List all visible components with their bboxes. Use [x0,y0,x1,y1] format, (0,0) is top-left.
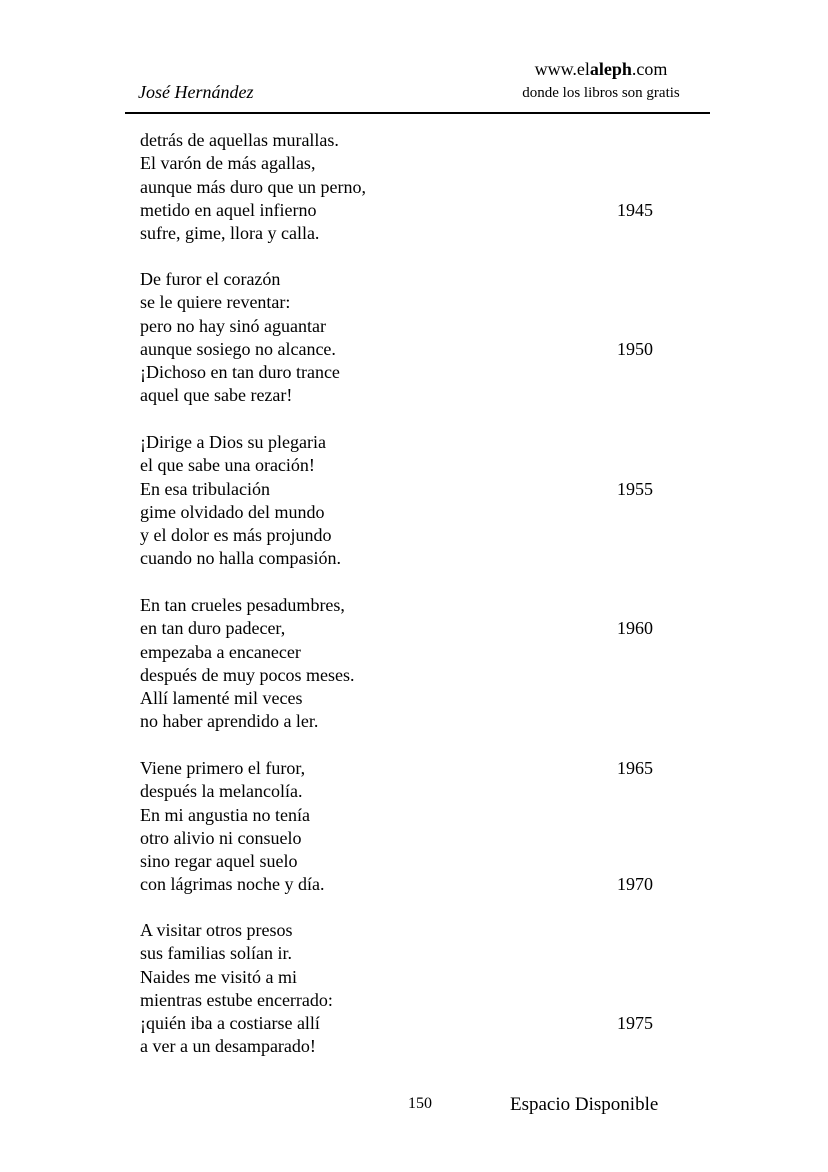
verse-text: En esa tribulación [140,478,270,499]
verse-line [140,384,670,407]
verse-text: ¡Dirige a Dios su plegaria [140,432,326,452]
verse-line [140,199,670,222]
verse-text: sino regar aquel suelo [140,851,298,872]
verse-text: Allí lamenté mil veces [140,688,303,709]
stanza [140,268,670,408]
verse-text: después la melancolía. [140,781,303,802]
verse-line [140,524,670,547]
verse-text: cuando no halla compasión. [140,548,341,569]
verse-line [140,850,670,873]
stanza [140,757,670,897]
verse-text: mientras estube encerrado: [140,989,333,1010]
line-number: 1975 [617,1013,653,1034]
verse-line [140,641,670,664]
verse-text: En mi angustia no tenía [140,804,310,825]
verse-text: con lágrimas noche y día. [140,874,325,895]
verse-text: no haber aprendido a ler. [140,711,319,732]
verse-line [140,431,670,454]
site-url-brand: aleph [589,59,632,79]
verse-line [140,478,670,501]
stanza [140,431,670,571]
verse-line [140,687,670,710]
line-number: 1970 [617,874,653,895]
verse-line [140,827,670,850]
verse-text: sufre, gime, llora y calla. [140,223,320,244]
stanza [140,919,670,1059]
verse-line [140,268,670,291]
verse-text: En tan crueles pesadumbres, [140,595,345,615]
verse-line [140,547,670,570]
verse-line [140,222,670,245]
verse-text: aunque sosiego no alcance. [140,338,336,359]
verse-text: A visitar otros presos [140,920,293,940]
verse-line [140,152,670,175]
verse-line [140,664,670,687]
verse-line [140,176,670,199]
page-number: 150 [408,1095,432,1112]
verse-line [140,594,670,617]
verse-line [140,338,670,361]
line-number: 1955 [617,478,653,499]
verse-text: detrás de aquellas murallas. [140,130,339,150]
verse-text: a ver a un desamparado! [140,1036,316,1057]
verse-text: El varón de más agallas, [140,153,316,174]
verse-line [140,501,670,524]
verse-text: y el dolor es más projundo [140,525,332,546]
verse-line [140,129,670,152]
verse-text: aquel que sabe rezar! [140,385,293,406]
verse-line [140,315,670,338]
verse-line [140,710,670,733]
verse-text: ¡quién iba a costiarse allí [140,1013,320,1034]
verse-text: después de muy pocos meses. [140,664,355,685]
verse-text: el que sabe una oración! [140,455,315,476]
verse-line [140,1035,670,1058]
author-name: José Hernández [138,82,254,102]
verse-text: De furor el corazón [140,269,281,289]
verse-line [140,989,670,1012]
line-number: 1960 [617,618,653,639]
verse-line [140,454,670,477]
verse-text: empezaba a encanecer [140,641,301,662]
verse-line [140,1012,670,1035]
header-divider [125,112,710,114]
verse-line [140,617,670,640]
line-number: 1950 [617,338,653,359]
site-url-suffix: .com [631,59,668,79]
verse-text: se le quiere reventar: [140,292,291,313]
site-url-prefix: www.el [534,59,590,79]
verse-text: metido en aquel infierno [140,199,317,220]
site-url[interactable] [500,58,702,80]
line-number: 1965 [617,758,653,778]
verse-text: Viene primero el furor, [140,758,306,778]
line-number: 1945 [617,199,653,220]
verse-text: en tan duro padecer, [140,618,286,639]
verse-text: gime olvidado del mundo [140,501,325,522]
stanza [140,594,670,734]
verse-text: ¡Dichoso en tan duro trance [140,362,340,383]
stanza [140,129,670,245]
verse-line [140,757,670,780]
verse-line [140,873,670,896]
verse-text: otro alivio ni consuelo [140,827,302,848]
verse-text: pero no hay sinó aguantar [140,315,326,336]
verse-text: sus familias solían ir. [140,943,292,964]
verse-line [140,942,670,965]
verse-text: Naides me visitó a mi [140,966,297,987]
site-tagline: donde los libros son gratis [522,85,680,101]
verse-line [140,804,670,827]
footer-note: Espacio Disponible [510,1094,659,1115]
verse-line [140,361,670,384]
verse-line [140,291,670,314]
verse-line [140,780,670,803]
verse-line [140,919,670,942]
verse-line [140,966,670,989]
verse-text: aunque más duro que un perno, [140,176,366,197]
